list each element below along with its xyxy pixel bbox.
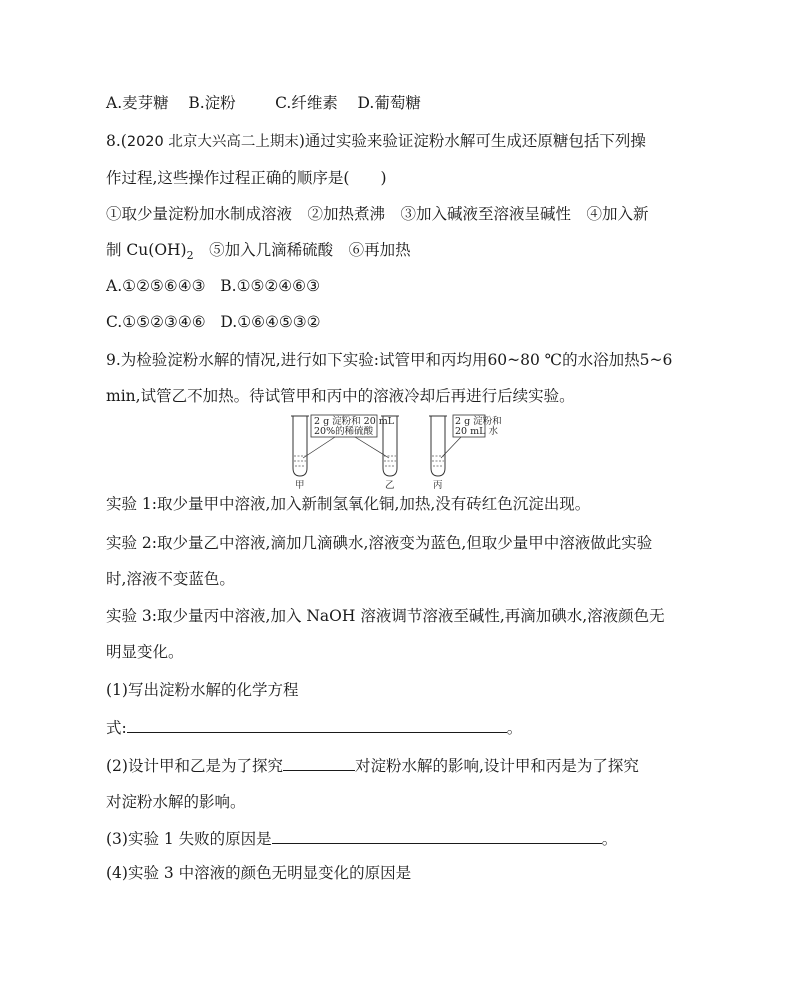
- q7-option-a: A.麦芽糖: [106, 94, 169, 112]
- q9-exp2-line2: 时,溶液不变蓝色。: [106, 570, 235, 588]
- q8-steps-2b: ⑤加入几滴稀硫酸 ⑥再加热: [193, 241, 411, 259]
- q9-exp1: 实验 1:取少量甲中溶液,加入新制氢氧化铜,加热,没有砖红色沉淀出现。: [106, 495, 591, 513]
- q8-options-cd: [106, 312, 321, 332]
- q8-steps-line2: [106, 240, 411, 263]
- q9-part2-answer-blank[interactable]: [283, 756, 355, 771]
- q9-part4: (4)实验 3 中溶液的颜色无明显变化的原因是: [106, 864, 412, 882]
- q9-part2-rest: 对淀粉水解的影响,设计甲和丙是为了探究: [354, 757, 639, 775]
- q9-stem-line2: min,试管乙不加热。待试管甲和丙中的溶液冷却后再进行后续实验。: [106, 387, 575, 405]
- q8-option-d: D.①⑥④⑤③②: [220, 313, 321, 331]
- q8-options-ab: [106, 276, 320, 296]
- tube-label-bing: 丙: [433, 480, 443, 491]
- left-label-line1: 2 g 淀粉和 20 mL: [314, 416, 395, 427]
- q9-part2-line1: [106, 756, 639, 776]
- tube-label-jia: 甲: [295, 480, 305, 491]
- q9-part3-prefix: (3)实验 1 失败的原因是: [106, 830, 272, 848]
- q8-stem-line1: [106, 131, 646, 152]
- q8-steps-2-sub: 2: [186, 249, 194, 263]
- q7-option-b: B.淀粉: [188, 94, 236, 112]
- q8-source: 2020 北京大兴高二上期末: [126, 134, 299, 150]
- q7-option-c: C.纤维素: [275, 94, 338, 112]
- q9-part1-suffix: 。: [506, 719, 523, 737]
- q9-exp3-line1: 实验 3:取少量丙中溶液,加入 NaOH 溶液调节溶液至碱性,再滴加碘水,溶液颜色无: [106, 607, 665, 625]
- right-label-line2: 20 mL 水: [455, 426, 498, 437]
- q8-stem-line2: 作过程,这些操作过程正确的顺序是( ): [106, 169, 387, 187]
- tube-jia: [291, 416, 309, 476]
- test-tube-figure: [285, 412, 502, 491]
- q9-part3: [106, 829, 617, 849]
- q9-part1-line1: (1)写出淀粉水解的化学方程: [106, 681, 299, 699]
- q9-part1-line2: [106, 718, 522, 738]
- q7-options: [106, 93, 421, 113]
- q8-stem-1: )通过实验来验证淀粉水解可生成还原糖包括下列操: [298, 132, 646, 150]
- q9-exp2-line1: 实验 2:取少量乙中溶液,滴加几滴碘水,溶液变为蓝色,但取少量甲中溶液做此实验: [106, 534, 653, 552]
- q9-part2-line2: 对淀粉水解的影响。: [106, 793, 246, 811]
- tube-label-yi: 乙: [385, 480, 395, 491]
- pointer-bing: [441, 437, 461, 458]
- q9-exp3-line2: 明显变化。: [106, 643, 184, 661]
- q9-part3-suffix: 。: [601, 830, 618, 848]
- pointer-yi: [355, 437, 389, 458]
- pointer-jia: [303, 437, 335, 458]
- q9-part1-answer-blank[interactable]: [127, 718, 507, 733]
- q7-option-d: D.葡萄糖: [357, 94, 421, 112]
- q8-option-a: A.①②⑤⑥④③: [106, 277, 206, 295]
- q9-part2-prefix: (2)设计甲和乙是为了探究: [106, 757, 283, 775]
- q8-option-b: B.①⑤②④⑥③: [220, 277, 320, 295]
- q9-part1-prefix: 式:: [106, 719, 127, 737]
- q8-number: 8.(: [106, 132, 127, 150]
- q9-part3-answer-blank[interactable]: [272, 829, 602, 844]
- q8-option-c: C.①⑤②③④⑥: [106, 313, 206, 331]
- tube-bing: [429, 416, 447, 476]
- left-label-line2: 20%的稀硫酸: [314, 426, 374, 437]
- q9-stem-line1: 9.为检验淀粉水解的情况,进行如下实验:试管甲和丙均用60~80 ℃的水浴加热5~6: [106, 351, 673, 369]
- right-label-line1: 2 g 淀粉和: [455, 416, 502, 427]
- q8-steps-line1: ①取少量淀粉加水制成溶液 ②加热煮沸 ③加入碱液至溶液呈碱性 ④加入新: [106, 205, 649, 223]
- q8-steps-2a: 制 Cu(OH): [106, 241, 187, 259]
